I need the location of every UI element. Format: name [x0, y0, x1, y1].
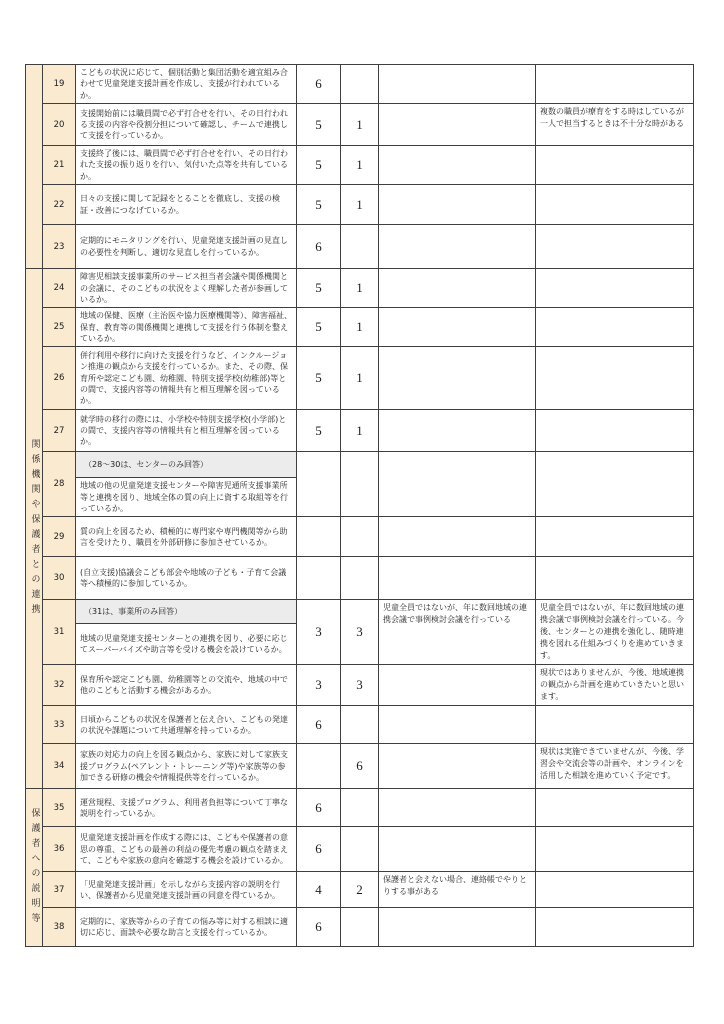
question-cell: (自立支援)協議会こども部会や地域の子ども・子育て会議等へ積極的に参加しているか。: [76, 557, 297, 600]
table-row: [26, 185, 694, 225]
count-no-cell: 1: [341, 146, 379, 185]
comment-right-cell: 現状ではありませんが、今後、地域連携の観点から計画を進めていきたいと思います。: [536, 665, 694, 706]
row-number: 35: [43, 789, 76, 827]
subheader-cell: （28～30は、センターのみ回答）: [76, 452, 297, 478]
row-number: 25: [43, 308, 76, 347]
comment-left-cell: [379, 908, 536, 947]
row-number: 28: [43, 452, 76, 517]
count-yes-cell: 6: [297, 908, 341, 947]
category-label: 保護者への説明等: [29, 807, 40, 928]
evaluation-table-body: [26, 65, 694, 947]
count-yes-cell: 5: [297, 347, 341, 410]
table-row: [26, 65, 694, 104]
count-yes-cell: 6: [297, 706, 341, 744]
count-yes-cell: [297, 452, 341, 517]
question-cell: 地域の保健、医療（主治医や協力医療機関等）、障害福祉、保育、教育等の関係機関と連携して支援を行う体制を整えているか。: [76, 308, 297, 347]
comment-right-cell: [536, 452, 694, 517]
count-yes-cell: 6: [297, 225, 341, 269]
row-number: 29: [43, 517, 76, 557]
count-no-cell: 2: [341, 872, 379, 908]
comment-left-cell: 児童全員ではないが、年に数回地域の連携会議で事例検討会議を行っている: [379, 600, 536, 665]
table-row: [26, 557, 694, 600]
count-no-cell: [341, 225, 379, 269]
row-number: 34: [43, 744, 76, 789]
table-row: [26, 225, 694, 269]
count-yes-cell: 6: [297, 65, 341, 104]
question-cell: 日々の支援に関して記録をとることを徹底し、支援の検証・改善につなげているか。: [76, 185, 297, 225]
comment-left-cell: [379, 744, 536, 789]
count-yes-cell: [297, 557, 341, 600]
comment-left-cell: [379, 308, 536, 347]
count-no-cell: 1: [341, 308, 379, 347]
comment-left-cell: [379, 789, 536, 827]
comment-right-cell: [536, 827, 694, 872]
count-no-cell: [341, 789, 379, 827]
row-number: 22: [43, 185, 76, 225]
subheader-row: [26, 600, 694, 624]
table-row: [26, 104, 694, 146]
count-yes-cell: 5: [297, 104, 341, 146]
comment-right-cell: [536, 225, 694, 269]
comment-right-cell: [536, 146, 694, 185]
count-yes-cell: 5: [297, 308, 341, 347]
comment-left-cell: 保護者と会えない場合、連絡帳でやりとりする事がある: [379, 872, 536, 908]
row-number: 27: [43, 410, 76, 452]
count-yes-cell: 6: [297, 827, 341, 872]
comment-right-cell: [536, 557, 694, 600]
table-row: [26, 308, 694, 347]
table-row: [26, 269, 694, 308]
count-no-cell: [341, 827, 379, 872]
comment-left-cell: [379, 452, 536, 517]
comment-left-cell: [379, 185, 536, 225]
row-number: 38: [43, 908, 76, 947]
count-no-cell: 1: [341, 269, 379, 308]
count-yes-cell: [297, 517, 341, 557]
question-cell: 運営規程、支援プログラム、利用者負担等について丁寧な説明を行っているか。: [76, 789, 297, 827]
comment-left-cell: [379, 706, 536, 744]
comment-right-cell: [536, 872, 694, 908]
row-number: 37: [43, 872, 76, 908]
count-no-cell: 3: [341, 600, 379, 665]
count-yes-cell: 3: [297, 665, 341, 706]
count-yes-cell: 5: [297, 146, 341, 185]
comment-right-cell: [536, 347, 694, 410]
count-no-cell: 3: [341, 665, 379, 706]
table-row: [26, 706, 694, 744]
category-label: 関係機関や保護者との連携: [29, 438, 40, 619]
category-cell: [26, 65, 43, 269]
comment-right-cell: 複数の職員が療育をする時はしているが一人で担当するときは不十分な時がある: [536, 104, 694, 146]
comment-right-cell: [536, 65, 694, 104]
comment-right-cell: [536, 517, 694, 557]
row-number: 36: [43, 827, 76, 872]
question-cell: 定期的にモニタリングを行い、児童発達支援計画の見直しの必要性を判断し、適切な見直しを行っているか。: [76, 225, 297, 269]
comment-left-cell: [379, 517, 536, 557]
count-yes-cell: 5: [297, 269, 341, 308]
comment-left-cell: [379, 347, 536, 410]
question-cell: 支援終了後には、職員間で必ず打合せを行い、その日行われた支援の振り返りを行い、気付いた点等を共有しているか。: [76, 146, 297, 185]
count-no-cell: [341, 557, 379, 600]
comment-right-cell: [536, 269, 694, 308]
category-cell: [26, 789, 43, 947]
comment-left-cell: [379, 146, 536, 185]
table-row: [26, 744, 694, 789]
count-yes-cell: 5: [297, 185, 341, 225]
row-number: 30: [43, 557, 76, 600]
question-cell: 地域の児童発達支援センターとの連携を図り、必要に応じてスーパーバイズや助言等を受ける機会を設けているか。: [76, 624, 297, 665]
question-cell: 家族の対応力の向上を図る観点から、家族に対して家族支援プログラム(ペアレント・トレーニング等)や家族等の参加できる研修の機会や情報提供等を行っているか。: [76, 744, 297, 789]
row-number: 32: [43, 665, 76, 706]
question-cell: 日頃からこどもの状況を保護者と伝え合い、こどもの発達の状況や課題について共通理解を持っているか。: [76, 706, 297, 744]
comment-right-cell: 現状は実施できていませんが、今後、学習会や交流会等の計画や、オンラインを活用した相談を進めていく予定です。: [536, 744, 694, 789]
comment-right-cell: [536, 706, 694, 744]
table-row: [26, 347, 694, 410]
row-number: 19: [43, 65, 76, 104]
question-cell: 保育所や認定こども園、幼稚園等との交流や、地域の中で他のこどもと活動する機会があるか。: [76, 665, 297, 706]
table-row: [26, 410, 694, 452]
comment-right-cell: 児童全員ではないが、年に数回地域の連携会議で事例検討会議を行っている。今後、センターとの連携を強化し、随時連携を図れる仕組みづくりを進めていきます。: [536, 600, 694, 665]
question-cell: 併行利用や移行に向けた支援を行うなど、インクルージョン推進の観点から支援を行っているか。また、その際、保育所や認定こども園、幼稚園、特別支援学校(幼稚部)等との間で、支援内容等の情報共有と相互理解を図っているか。: [76, 347, 297, 410]
comment-right-cell: [536, 410, 694, 452]
question-cell: こどもの状況に応じて、個別活動と集団活動を適宜組み合わせて児童発達支援計画を作成し、支援が行われているか。: [76, 65, 297, 104]
subheader-cell: （31は、事業所のみ回答）: [76, 600, 297, 624]
count-yes-cell: [297, 744, 341, 789]
count-no-cell: 1: [341, 104, 379, 146]
question-cell: 就学時の移行の際には、小学校や特別支援学校(小学部)との間で、支援内容等の情報共有と相互理解を図っているか。: [76, 410, 297, 452]
table-row: [26, 665, 694, 706]
row-number: 24: [43, 269, 76, 308]
count-no-cell: [341, 706, 379, 744]
comment-right-cell: [536, 789, 694, 827]
table-row: [26, 908, 694, 947]
row-number: 26: [43, 347, 76, 410]
count-yes-cell: 6: [297, 789, 341, 827]
comment-left-cell: [379, 827, 536, 872]
table-row: [26, 517, 694, 557]
comment-left-cell: [379, 65, 536, 104]
evaluation-table: [25, 64, 694, 947]
table-row: [26, 146, 694, 185]
count-no-cell: 1: [341, 185, 379, 225]
question-cell: 支援開始前には職員間で必ず打合せを行い、その日行われる支援の内容や役割分担について確認し、チームで連携して支援を行っているか。: [76, 104, 297, 146]
comment-left-cell: [379, 104, 536, 146]
comment-right-cell: [536, 308, 694, 347]
comment-left-cell: [379, 557, 536, 600]
count-yes-cell: 4: [297, 872, 341, 908]
question-cell: 「児童発達支援計画」を示しながら支援内容の説明を行い、保護者から児童発達支援計画の同意を得ているか。: [76, 872, 297, 908]
question-cell: 児童発達支援計画を作成する際には、こどもや保護者の意思の尊重、こどもの最善の利益の優先考慮の観点を踏まえて、こどもや家族の意向を確認する機会を設けているか。: [76, 827, 297, 872]
subheader-row: [26, 452, 694, 478]
question-cell: 定期的に、家族等からの子育ての悩み等に対する相談に適切に応じ、面談や必要な助言と支援を行っているか。: [76, 908, 297, 947]
count-no-cell: 6: [341, 744, 379, 789]
count-no-cell: 1: [341, 410, 379, 452]
count-yes-cell: 5: [297, 410, 341, 452]
count-no-cell: [341, 65, 379, 104]
count-no-cell: [341, 517, 379, 557]
count-no-cell: [341, 908, 379, 947]
table-row: [26, 827, 694, 872]
row-number: 31: [43, 600, 76, 665]
comment-left-cell: [379, 269, 536, 308]
row-number: 23: [43, 225, 76, 269]
comment-right-cell: [536, 908, 694, 947]
comment-left-cell: [379, 665, 536, 706]
question-cell: 障害児相談支援事業所のサービス担当者会議や関係機関との会議に、そのこどもの状況をよく理解した者が参画しているか。: [76, 269, 297, 308]
question-cell: 質の向上を図るため、積極的に専門家や専門機関等から助言を受けたり、職員を外部研修に参加させているか。: [76, 517, 297, 557]
table-row: [26, 789, 694, 827]
row-number: 33: [43, 706, 76, 744]
comment-left-cell: [379, 225, 536, 269]
count-no-cell: 1: [341, 347, 379, 410]
count-yes-cell: 3: [297, 600, 341, 665]
comment-left-cell: [379, 410, 536, 452]
question-cell: 地域の他の児童発達支援センターや障害児通所支援事業所等と連携を図り、地域全体の質の向上に資する取組等を行っているか。: [76, 478, 297, 517]
row-number: 20: [43, 104, 76, 146]
count-no-cell: [341, 452, 379, 517]
row-number: 21: [43, 146, 76, 185]
table-row: [26, 872, 694, 908]
category-cell: [26, 269, 43, 789]
comment-right-cell: [536, 185, 694, 225]
